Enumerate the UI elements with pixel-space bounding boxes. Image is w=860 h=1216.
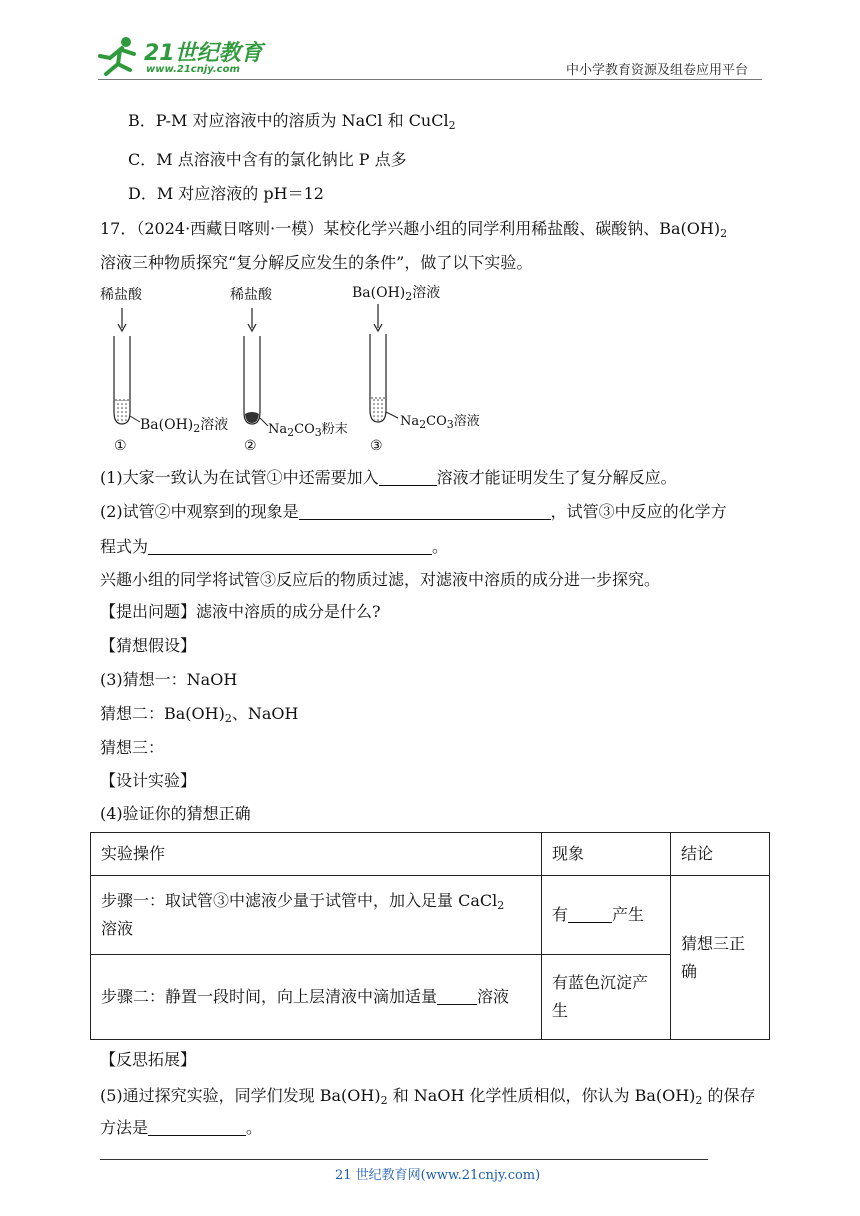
footer-divider	[100, 1159, 708, 1160]
option-b-text: B．P-M 对应溶液中的溶质为 NaCl 和	[128, 111, 409, 130]
tube2-top-label: 稀盐酸	[230, 287, 272, 303]
option-b-sub: 2	[448, 119, 456, 132]
q17-text1: 17．（2024·西藏日喀则·一模）某校化学兴趣小组的同学利用稀盐酸、碳酸钠、Ba(OH)	[100, 219, 721, 238]
experiment-table	[90, 832, 770, 1040]
hypothesis-3: 猜想三：	[100, 738, 165, 757]
q5-b: 和 NaOH 化学性质相似，你认为 Ba(OH)	[387, 1086, 696, 1105]
tube3-top-label	[352, 282, 440, 302]
conclusion-cell: 猜想三正确	[671, 876, 770, 1040]
hypothesis-title: 【猜想假设】	[100, 636, 197, 655]
step1-phenomenon	[542, 876, 671, 955]
q2-line2	[100, 537, 448, 557]
header-divider	[98, 79, 762, 80]
step2-blank[interactable]	[437, 988, 477, 1005]
q2-blank1[interactable]	[299, 503, 551, 520]
t2-sub2: 3	[314, 426, 322, 439]
h2-b: 、NaOH	[231, 704, 299, 723]
t3-top-b: 溶液	[412, 285, 441, 301]
step1-text-b: 溶液	[101, 919, 134, 938]
option-d-text: D．M 对应溶液的	[128, 184, 264, 203]
option-b-formula: CuCl	[408, 111, 449, 130]
t3-sub2: 3	[446, 418, 454, 431]
q2-text-d: 。	[432, 537, 449, 556]
tube1-top-label: 稀盐酸	[100, 287, 142, 303]
table-header-row	[91, 833, 770, 876]
experiment-figure	[96, 282, 496, 458]
option-b	[128, 111, 456, 131]
hypothesis-2	[100, 704, 298, 724]
q5-a: (5)通过探究实验，同学们发现 Ba(OH)	[100, 1086, 381, 1105]
q2-blank2[interactable]	[148, 538, 432, 555]
hypothesis-1: (3)猜想一：NaOH	[100, 670, 238, 689]
t3-top-sub: 2	[405, 290, 413, 303]
q2-text-b: ，试管③中反应的化学方	[550, 502, 727, 521]
step1-operation	[91, 876, 542, 955]
h2-sub: 2	[224, 712, 232, 725]
t2-b: CO	[294, 422, 315, 437]
q2-line1	[100, 502, 727, 522]
step1-phen-b: 产生	[612, 905, 645, 924]
t1-a: Ba(OH)	[140, 417, 194, 433]
q1-text-b: 溶液才能证明发生了复分解反应。	[436, 468, 677, 487]
header-phenomenon: 现象	[542, 833, 671, 876]
q2-text-c: 程式为	[100, 537, 149, 556]
site-logo	[96, 34, 266, 80]
q5-blank[interactable]	[148, 1119, 246, 1136]
header-operation: 实验操作	[91, 833, 542, 876]
step1-sub: 2	[497, 899, 505, 912]
q17-sub: 2	[720, 227, 728, 240]
step2-text-b: 溶液	[477, 987, 510, 1006]
q5-line2	[100, 1118, 262, 1138]
q1-line	[100, 468, 677, 488]
t2-a: Na	[268, 422, 288, 437]
runner-logo-icon	[96, 34, 142, 76]
t2-c: 粉末	[321, 422, 348, 437]
t1-b: 溶液	[200, 417, 229, 433]
table-row	[91, 955, 770, 1040]
tube1-side-label	[140, 414, 228, 434]
tube3-number: ③	[370, 438, 383, 454]
q5-sub2: 2	[695, 1094, 703, 1107]
q1-text-a: (1)大家一致认为在试管①中还需要加入	[100, 468, 379, 487]
option-c: C．M 点溶液中含有的氯化钠比 P 点多	[128, 150, 407, 169]
q17-line1	[100, 219, 727, 239]
q5-sub1: 2	[380, 1094, 388, 1107]
problem-line: 【提出问题】滤液中溶质的成分是什么?	[100, 602, 381, 621]
q2-text-a: (2)试管②中观察到的现象是	[100, 502, 299, 521]
t3-top-a: Ba(OH)	[352, 285, 406, 301]
header-conclusion: 结论	[671, 833, 770, 876]
tube2-side-label	[268, 418, 348, 437]
step1-phen-a: 有	[552, 905, 569, 924]
intro-line: 兴趣小组的同学将试管③反应后的物质过滤，对滤液中溶质的成分进一步探究。	[100, 570, 661, 589]
table-row	[91, 876, 770, 955]
q5-e: 。	[246, 1118, 263, 1137]
t2-sub1: 2	[287, 426, 295, 439]
step2-phenomenon: 有蓝色沉淀产生	[542, 955, 671, 1040]
t3-b: CO	[426, 414, 447, 429]
step1-blank[interactable]	[568, 906, 612, 923]
q4-line: (4)验证你的猜想正确	[100, 804, 251, 823]
logo-title: 21世纪教育	[144, 41, 263, 66]
header-platform-text: 中小学教育资源及组卷应用平台	[566, 63, 749, 78]
reflect-title: 【反思拓展】	[100, 1050, 197, 1069]
h2-a: 猜想二：Ba(OH)	[100, 704, 225, 723]
tube3-side-label	[400, 410, 480, 429]
design-title: 【设计实验】	[100, 771, 197, 790]
q5-c: 的保存	[702, 1086, 756, 1105]
option-d-formula: pH＝12	[263, 184, 324, 203]
q5-line1	[100, 1086, 756, 1106]
step2-text-a: 步骤二：静置一段时间，向上层清液中滴加适量	[101, 987, 438, 1006]
t1-sub: 2	[193, 422, 201, 435]
step1-text-a: 步骤一：取试管③中滤液少量于试管中，加入足量 CaCl	[101, 891, 498, 910]
t3-sub1: 2	[419, 418, 427, 431]
q1-blank[interactable]	[379, 469, 437, 486]
option-d	[128, 184, 324, 204]
tube1-number: ①	[114, 438, 127, 454]
footer-link[interactable]: 21 世纪教育网(www.21cnjy.com)	[335, 1168, 541, 1183]
t3-a: Na	[400, 414, 420, 429]
q17-line2: 溶液三种物质探究“复分解反应发生的条件”，做了以下实验。	[100, 253, 533, 272]
logo-url: www.21cnjy.com	[146, 64, 240, 75]
step2-operation	[91, 955, 542, 1040]
q5-d: 方法是	[100, 1118, 149, 1137]
tube2-number: ②	[244, 438, 257, 454]
t3-c: 溶液	[453, 414, 480, 429]
